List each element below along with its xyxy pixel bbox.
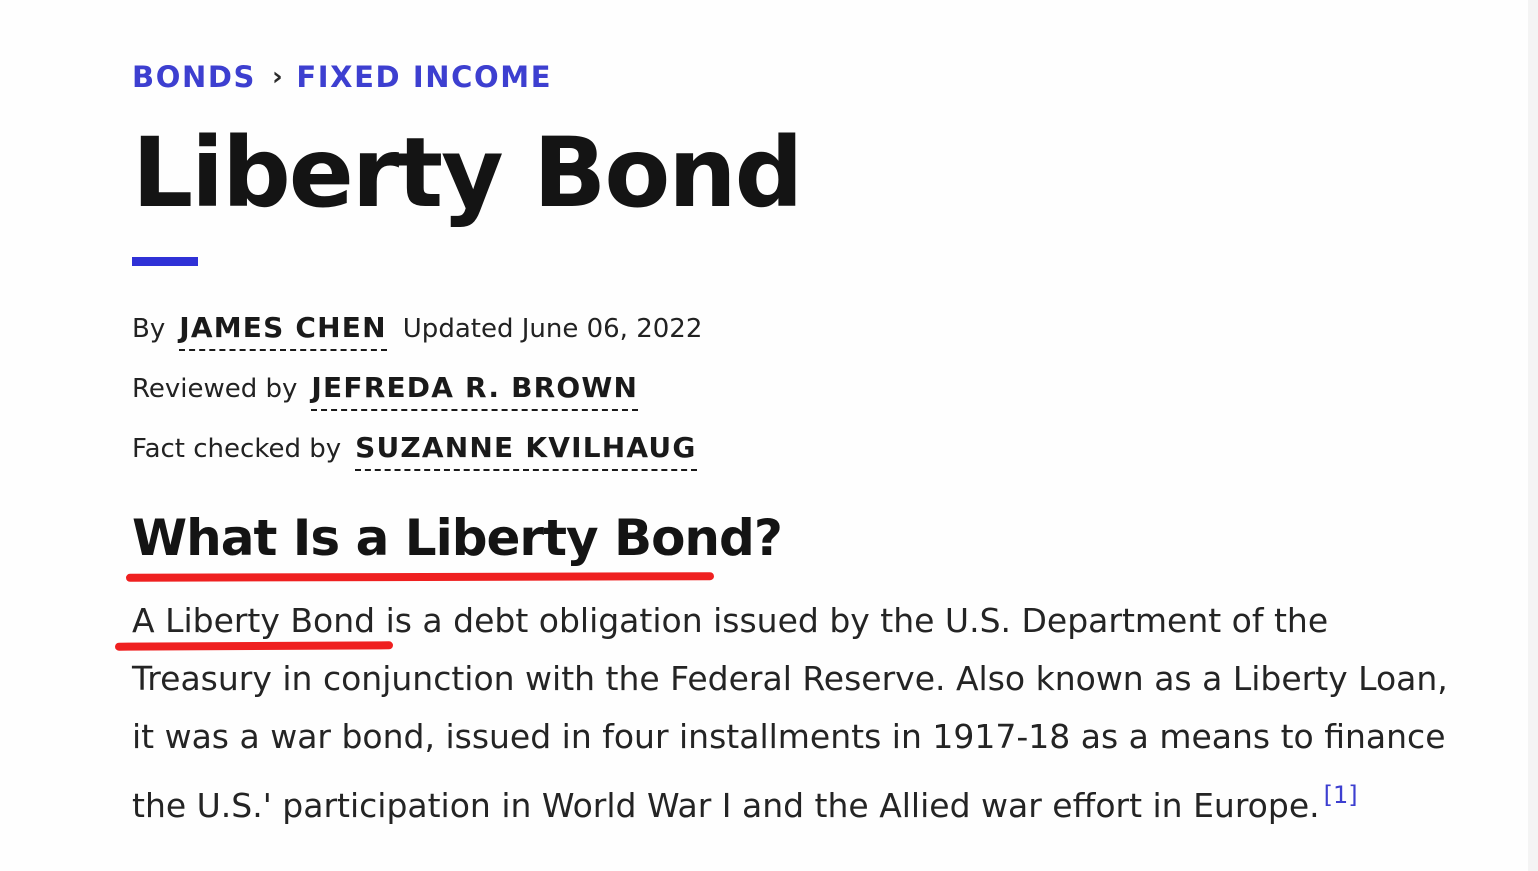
paragraph-line-last — [132, 766, 1442, 835]
section-heading: What Is a Liberty Bond? — [132, 509, 782, 567]
paragraph-line: A Liberty Bond is a debt obligation issued by the U.S. Department of the — [132, 601, 1329, 640]
by-label: By — [132, 314, 166, 344]
breadcrumb-item-bonds[interactable]: BONDS — [132, 60, 256, 94]
byline-reviewer — [132, 371, 638, 411]
author-link[interactable]: JAMES CHEN — [179, 311, 387, 351]
updated-date: Updated June 06, 2022 — [402, 314, 703, 344]
citation-link[interactable]: [1] — [1323, 781, 1358, 809]
byline-author — [132, 311, 702, 351]
title-accent-bar — [132, 257, 198, 266]
red-underline-heading-annotation — [126, 572, 714, 582]
page-title: Liberty Bond — [132, 117, 802, 229]
fact-checked-by-label: Fact checked by — [132, 434, 342, 464]
page-edge — [1528, 0, 1538, 871]
paragraph-line-text: the U.S.' participation in World War I and the Allied war effort in Europe. — [132, 786, 1320, 825]
chevron-right-icon: › — [272, 62, 285, 92]
reviewer-link[interactable]: JEFREDA R. BROWN — [311, 371, 638, 411]
reviewed-by-label: Reviewed by — [132, 374, 298, 404]
fact-checker-link[interactable]: SUZANNE KVILHAUG — [355, 431, 696, 471]
paragraph-line: it was a war bond, issued in four installments in 1917-18 as a means to finance — [132, 717, 1446, 756]
breadcrumb — [132, 60, 552, 94]
breadcrumb-item-fixed-income[interactable]: FIXED INCOME — [296, 60, 553, 94]
article-paragraph — [132, 592, 1448, 835]
byline-fact-checker — [132, 431, 697, 471]
red-underline-term-annotation — [115, 641, 393, 650]
paragraph-line: Treasury in conjunction with the Federal Reserve. Also known as a Liberty Loan, — [132, 659, 1448, 698]
